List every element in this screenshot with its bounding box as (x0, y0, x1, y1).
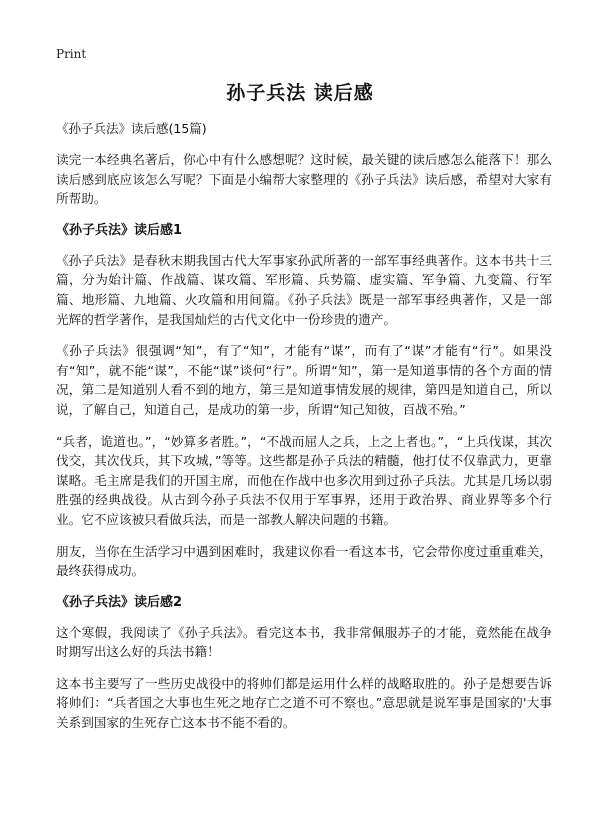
section-2 (56, 593, 552, 733)
article-subtitle: 《孙子兵法》读后感(15篇) (56, 121, 207, 136)
article-body (56, 120, 552, 745)
section-1 (56, 221, 552, 581)
section-paragraph: 朋友，当你在生活学习中遇到困难时，我建议你看一看这本书，它会带你度过重重难关，最终获得成功。 (56, 543, 552, 579)
section-paragraph: 这本书主要写了一些历史战役中的将帅们都是运用什么样的战略取胜的。孙子是想要告诉将帅们：“兵者国之大事也生死之地存亡之道不可不察也。”意思就是说军事是国家的'大事关系到国家的生死存亡这本书不能不看的。 (56, 675, 552, 731)
section-paragraph: 《孙子兵法》很强调“知”，有了“知”，才能有“谋”，而有了“谋”才能有“行”。如果没有“知”，就不能“谋”，不能“谋”谈何“行”。所谓“知”，第一是知道事情的各个方面的情况，第二是知道别人看不到的地方，第三是知道事情发展的规律，第四是知道自己，所以说，了解自己，知道自己，是成功的第一步，所谓“知己知彼，百战不殆。” (56, 343, 552, 417)
section-heading: 《孙子兵法》读后感1 (56, 222, 183, 238)
section-paragraph: 《孙子兵法》是春秋末期我国古代大军事家孙武所著的一部军事经典著作。这本书共十三篇，分为始计篇、作战篇、谋攻篇、军形篇、兵势篇、虚实篇、军争篇、九变篇、行军篇、地形篇、九地篇、火攻篇和用间篇。《孙子兵法》既是一部军事经典著作，又是一部光辉的哲学著作，是我国灿烂的古代文化中一份珍贵的遗产。 (56, 252, 552, 327)
intro-paragraph: 读完一本经典名著后，你心中有什么感想呢？这时候，最关键的读后感怎么能落下！那么读后感到底应该怎么写呢？下面是小编帮大家整理的《孙子兵法》读后感，希望对大家有所帮助。 (56, 152, 552, 207)
page-title: 孙子兵法 读后感 (226, 82, 374, 104)
print-link[interactable]: Print (56, 47, 87, 61)
section-paragraph: 这个寒假，我阅读了《孙子兵法》。看完这本书，我非常佩服苏子的才能，竟然能在战争时期写出这么好的兵法书籍！ (56, 624, 552, 660)
section-heading: 《孙子兵法》读后感2 (56, 594, 183, 610)
section-paragraph: “兵者，诡道也。”，“妙算多者胜。”，“不战而屈人之兵，上之上者也。”，“上兵伐谋，其次伐交，其次伐兵，其下攻城，”等等。这些都是孙子兵法的精髓，他打仗不仅靠武力，更靠谋略。毛主席是我们的开国主席，而他在作战中也多次用到过孙子兵法。尤其是几场以弱胜强的经典战役。从古到今孙子兵法不仅用于军事界，还用于政治界、商业界等多个行业。它不应该被只看做兵法，而是一部教人解决问题的书籍。 (56, 433, 552, 527)
